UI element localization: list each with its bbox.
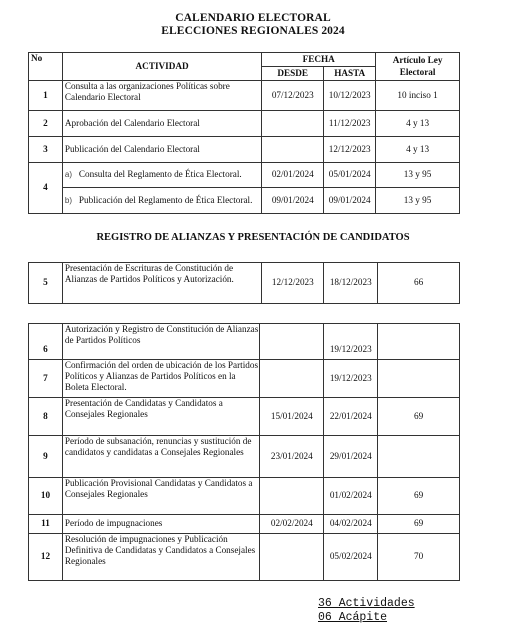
row-hasta: 05/02/2024 (324, 534, 378, 581)
row-articulo: 4 y 13 (376, 111, 460, 137)
header-no: No (29, 53, 63, 81)
row-activity: Presentación de Escrituras de Constitución de Alianzas de Partidos Políticos y Autorización. (62, 263, 261, 304)
alliances-table (28, 262, 460, 304)
row-hasta: 12/12/2023 (324, 137, 376, 163)
row-desde: 09/01/2024 (262, 188, 324, 214)
row-activity: Aprobación del Calendario Electoral (62, 111, 261, 137)
row-desde: 02/01/2024 (262, 163, 324, 188)
row-number: 4 (29, 163, 63, 214)
row-number: 2 (29, 111, 63, 137)
row-desde: 15/01/2024 (260, 398, 324, 436)
row-hasta: 09/01/2024 (324, 188, 376, 214)
row-articulo: 69 (378, 515, 460, 534)
row-desde (260, 478, 324, 515)
row-number: 1 (29, 81, 63, 111)
row-number: 8 (29, 398, 63, 436)
row-articulo (378, 360, 460, 398)
subitem-text: Publicación del Reglamento de Ética Electoral. (78, 194, 253, 205)
row-articulo: 13 y 95 (376, 163, 460, 188)
section-title: REGISTRO DE ALIANZAS Y PRESENTACIÓN DE CANDIDATOS (96, 232, 410, 243)
row-hasta: 18/12/2023 (324, 263, 378, 304)
row-articulo: 69 (378, 478, 460, 515)
table-row (29, 398, 460, 436)
document-subtitle: ELECCIONES REGIONALES 2024 (161, 25, 345, 37)
table-row (29, 163, 460, 188)
footer-sections-count: 06 Acápite (318, 611, 388, 624)
row-activity: Autorización y Registro de Constitución de Alianzas de Partidos Políticos (62, 324, 259, 360)
header-hasta: HASTA (324, 67, 376, 81)
row-desde (260, 360, 324, 398)
row-activity: Presentación de Candidatas y Candidatos a Consejales Regionales (62, 398, 259, 436)
row-hasta: 11/12/2023 (324, 111, 376, 137)
row-hasta: 19/12/2023 (324, 360, 378, 398)
row-articulo (378, 436, 460, 478)
row-number: 9 (29, 436, 63, 478)
row-number: 7 (29, 360, 63, 398)
header-desde: DESDE (262, 67, 324, 81)
row-number: 6 (29, 324, 63, 360)
footer-activities-count: 36 Actividades (318, 597, 415, 610)
row-activity: Período de impugnaciones (62, 515, 259, 534)
table-row (29, 324, 460, 360)
subitem-marker: a) (64, 170, 73, 180)
row-number: 11 (29, 515, 63, 534)
candidates-table (28, 323, 460, 581)
table-row (29, 478, 460, 515)
row-activity-b (62, 188, 261, 214)
row-hasta: 19/12/2023 (324, 324, 378, 360)
row-articulo: 10 inciso 1 (376, 81, 460, 111)
row-articulo: 13 y 95 (376, 188, 460, 214)
row-number: 3 (29, 137, 63, 163)
row-hasta: 22/01/2024 (324, 398, 378, 436)
subitem-text: Consulta del Reglamento de Ética Electoral. (78, 169, 242, 180)
table-row (29, 263, 460, 304)
row-activity: Confirmación del orden de ubicación de los Partidos Políticos y Alianzas de Partidos Políticos en la Boleta Electoral. (62, 360, 259, 398)
row-activity: Resolución de impugnaciones y Publicación Definitiva de Candidatas y Candidatos a Consejales Regionales (62, 534, 259, 581)
row-hasta: 04/02/2024 (324, 515, 378, 534)
row-desde (262, 137, 324, 163)
row-activity: Consulta a las organizaciones Políticas sobre Calendario Electoral (62, 81, 261, 111)
row-desde: 23/01/2024 (260, 436, 324, 478)
table-row (29, 111, 460, 137)
row-desde (260, 534, 324, 581)
row-number: 5 (29, 263, 63, 304)
row-desde: 12/12/2023 (262, 263, 324, 304)
row-desde: 07/12/2023 (262, 81, 324, 111)
row-hasta: 10/12/2023 (324, 81, 376, 111)
row-number: 10 (29, 478, 63, 515)
row-activity: Publicación del Calendario Electoral (62, 137, 261, 163)
row-articulo: 4 y 13 (376, 137, 460, 163)
header-articulo: Artículo Ley Electoral (376, 53, 460, 81)
calendar-table-main (28, 52, 460, 214)
table-row (29, 188, 460, 214)
table-row (29, 137, 460, 163)
row-articulo: 69 (378, 398, 460, 436)
row-articulo: 66 (378, 263, 460, 304)
row-desde: 02/02/2024 (260, 515, 324, 534)
row-activity: Publicación Provisional Candidatas y Candidatos a Consejales Regionales (62, 478, 259, 515)
row-desde (262, 111, 324, 137)
row-activity-a (62, 163, 261, 188)
table-row (29, 534, 460, 581)
header-actividad: ACTIVIDAD (62, 53, 261, 81)
row-articulo: 70 (378, 534, 460, 581)
table-row (29, 360, 460, 398)
row-articulo (378, 324, 460, 360)
row-hasta: 29/01/2024 (324, 436, 378, 478)
table-row (29, 81, 460, 111)
row-number: 12 (29, 534, 63, 581)
subitem-marker: b) (64, 195, 73, 205)
table-row (29, 515, 460, 534)
header-fecha: FECHA (262, 53, 376, 67)
document-title: CALENDARIO ELECTORAL (175, 12, 331, 24)
row-hasta: 05/01/2024 (324, 163, 376, 188)
row-hasta: 01/02/2024 (324, 478, 378, 515)
row-desde (260, 324, 324, 360)
row-activity: Período de subsanación, renuncias y sustitución de candidatos y candidatas a Consejales Regionales (62, 436, 259, 478)
table-row (29, 436, 460, 478)
